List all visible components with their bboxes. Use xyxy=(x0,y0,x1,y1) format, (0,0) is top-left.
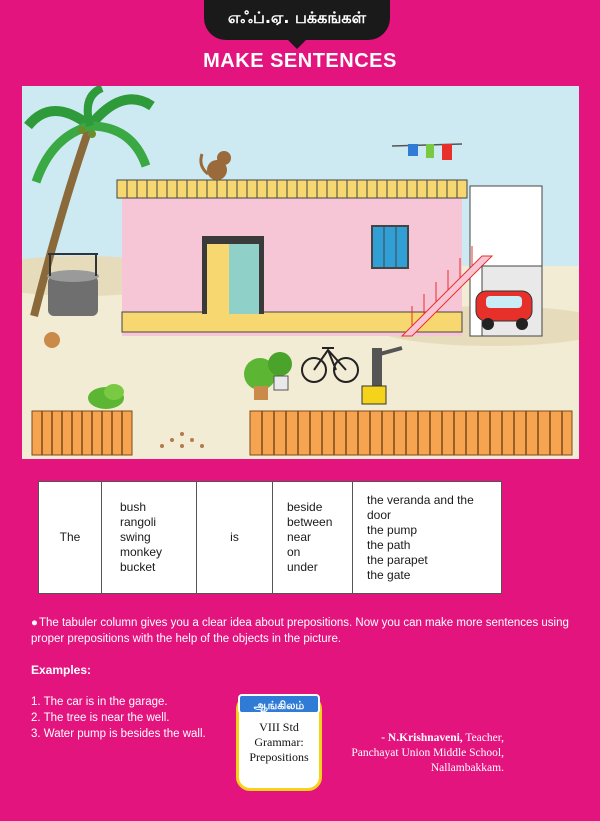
page-title: MAKE SENTENCES xyxy=(203,50,397,72)
column-objects xyxy=(102,482,197,594)
cell-text: rangoli xyxy=(120,515,157,529)
grammar-table xyxy=(38,481,502,594)
cell-text: the gate xyxy=(367,567,411,582)
scene-illustration xyxy=(22,86,579,459)
fence-right xyxy=(250,411,572,455)
cell-text: under xyxy=(287,560,318,574)
cell-text: bucket xyxy=(120,560,156,574)
cell-text: near xyxy=(287,530,312,544)
column-verb xyxy=(197,482,273,594)
cell-text: beside xyxy=(287,500,323,514)
subject-line: Prepositions xyxy=(249,750,309,764)
cell-text: between xyxy=(287,515,333,529)
cell-text: the parapet xyxy=(367,552,428,567)
column-prepositions xyxy=(273,482,353,594)
cell-text: monkey xyxy=(120,545,163,559)
cell-text: on xyxy=(287,545,301,559)
subject-line: VIII Std xyxy=(259,720,299,734)
list-item: 3. Water pump is besides the wall. xyxy=(31,728,206,740)
cell-text: is xyxy=(230,530,239,544)
cell-text: bush xyxy=(120,500,147,514)
house xyxy=(117,180,467,336)
subject-line: Grammar: xyxy=(254,735,304,749)
fence-left xyxy=(32,411,132,455)
list-item: 2. The tree is near the well. xyxy=(31,712,170,724)
examples-heading: Examples: xyxy=(31,663,92,677)
header-badge-text: எஃப்.ஏ. பக்கங்கள் xyxy=(227,8,367,27)
author-place: Nallambakkam. xyxy=(430,762,504,774)
credit-name-line xyxy=(351,731,504,746)
cell-text: swing xyxy=(120,530,151,544)
author-school: Panchayat Union Middle School, xyxy=(351,747,504,759)
author-role: Teacher, xyxy=(462,732,504,744)
column-places xyxy=(353,482,502,594)
subject-card xyxy=(236,695,322,791)
bullet-icon: ● xyxy=(31,617,38,629)
list-item: 1. The car is in the garage. xyxy=(31,696,168,708)
cell-text: the path xyxy=(367,537,411,552)
intro-text: The tabuler column gives you a clear idea about prepositions. Now you can make more sentences using proper prepositions with the help of the objects in the picture. xyxy=(31,617,569,645)
table-row xyxy=(39,482,502,594)
cell-text: the pump xyxy=(367,522,418,537)
cell-text: the veranda and the door xyxy=(367,492,474,522)
scene-svg xyxy=(22,86,579,459)
examples-list xyxy=(31,694,206,742)
header-badge xyxy=(204,0,390,40)
author-name: - N.Krishnaveni, xyxy=(381,732,463,744)
intro-paragraph xyxy=(31,616,571,647)
column-subject xyxy=(39,482,102,594)
grammar-table-wrap xyxy=(38,481,502,594)
subject-tag: ஆங்கிலம் xyxy=(238,694,320,714)
author-credit xyxy=(351,731,504,776)
cell-text: The xyxy=(59,530,81,544)
